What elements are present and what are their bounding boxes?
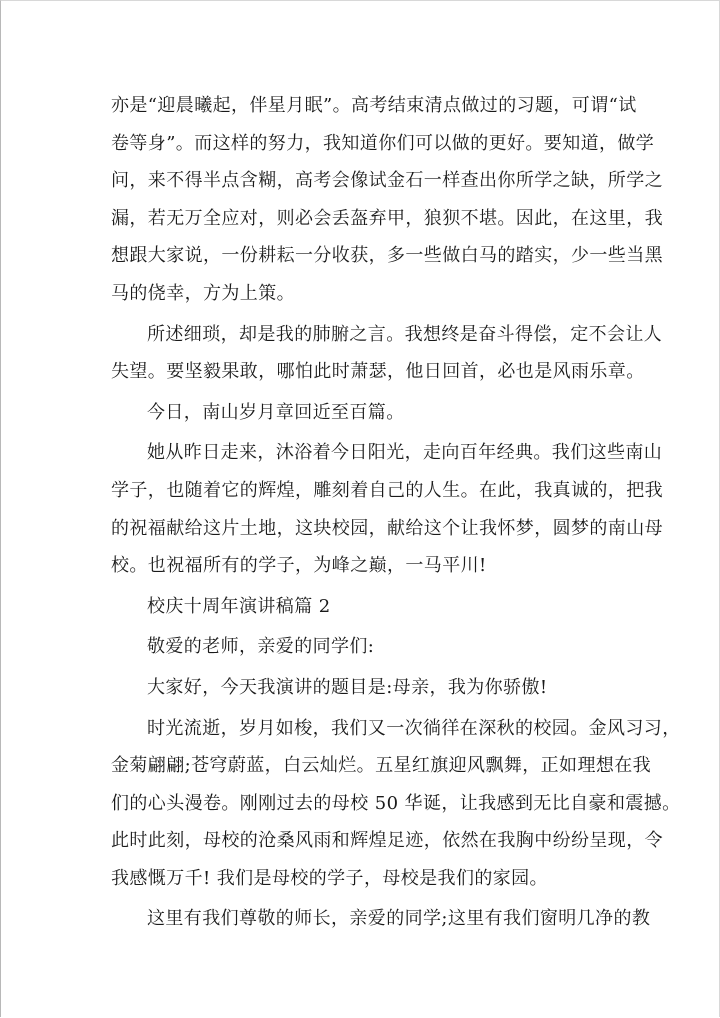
text-line: 马的侥幸，方为上策。 bbox=[111, 282, 295, 304]
text-line: 她从昨日走来，沐浴着今日阳光，走向百年经典。我们这些南山 bbox=[147, 442, 663, 464]
paragraph bbox=[111, 316, 663, 391]
text-line: 所述细琐，却是我的肺腑之言。我想终是奋斗得偿，定不会让人 bbox=[147, 323, 663, 345]
paragraph bbox=[111, 434, 663, 584]
paragraph bbox=[111, 900, 651, 938]
text-line: 亦是“迎晨曦起，伴星月眠”。高考结束清点做过的习题，可谓“试 bbox=[111, 95, 637, 116]
text-line: 此时此刻，母校的沧桑风雨和辉煌足迹，依然在我胸中纷纷呈现，令 bbox=[111, 830, 663, 852]
section-heading bbox=[111, 588, 611, 626]
paragraph bbox=[111, 394, 611, 432]
text-line: 的祝福献给这片土地，这块校园，献给这个让我怀梦，圆梦的南山母 bbox=[111, 517, 663, 539]
text-line: 问，来不得半点含糊，高考会像试金石一样查出你所学之缺，所学之 bbox=[111, 170, 663, 192]
document-body bbox=[111, 87, 681, 938]
text-line: 学子，也随着它的辉煌，雕刻着自己的人生。在此，我真诚的，把我 bbox=[111, 479, 663, 501]
text-line: 校。也祝福所有的学子，为峰之巅，一马平川! bbox=[111, 555, 487, 577]
text-line: 金菊翩翩;苍穹蔚蓝，白云灿烂。五星红旗迎风飘舞，正如理想在我 bbox=[111, 755, 652, 777]
text-line: 们的心头漫卷。刚刚过去的母校 50 华诞，让我感到无比自豪和震撼。 bbox=[111, 792, 681, 814]
paragraph bbox=[111, 87, 663, 313]
text-line: 想跟大家说，一份耕耘一分收获，多一些做白马的踏实，少一些当黑 bbox=[111, 245, 663, 267]
text-line: 这里有我们尊敬的师长，亲爱的同学;这里有我们窗明几净的教 bbox=[147, 908, 651, 930]
text-line: 卷等身”。而这样的努力，我知道你们可以做的更好。要知道，做学 bbox=[111, 132, 655, 154]
text-line: 漏，若无万全应对，则必会丢盔弃甲，狼狈不堪。因此，在这里，我 bbox=[111, 207, 663, 229]
paragraph bbox=[111, 710, 681, 898]
paragraph bbox=[111, 669, 611, 707]
text-line: 时光流逝，岁月如梭，我们又一次徜徉在深秋的校园。金风习习， bbox=[147, 717, 681, 739]
text-line: 我感慨万千! 我们是母校的学子，母校是我们的家园。 bbox=[111, 867, 548, 889]
text-line: 校庆十周年演讲稿篇 2 bbox=[147, 595, 331, 617]
salutation bbox=[111, 628, 611, 666]
text-line: 失望。要坚毅果敢，哪怕此时萧瑟，他日回首，必也是风雨乐章。 bbox=[111, 361, 645, 383]
text-line: 敬爱的老师，亲爱的同学们: bbox=[147, 636, 375, 658]
text-line: 大家好，今天我演讲的题目是:母亲，我为你骄傲! bbox=[147, 676, 548, 698]
text-line: 今日，南山岁月章回近至百篇。 bbox=[147, 401, 405, 423]
